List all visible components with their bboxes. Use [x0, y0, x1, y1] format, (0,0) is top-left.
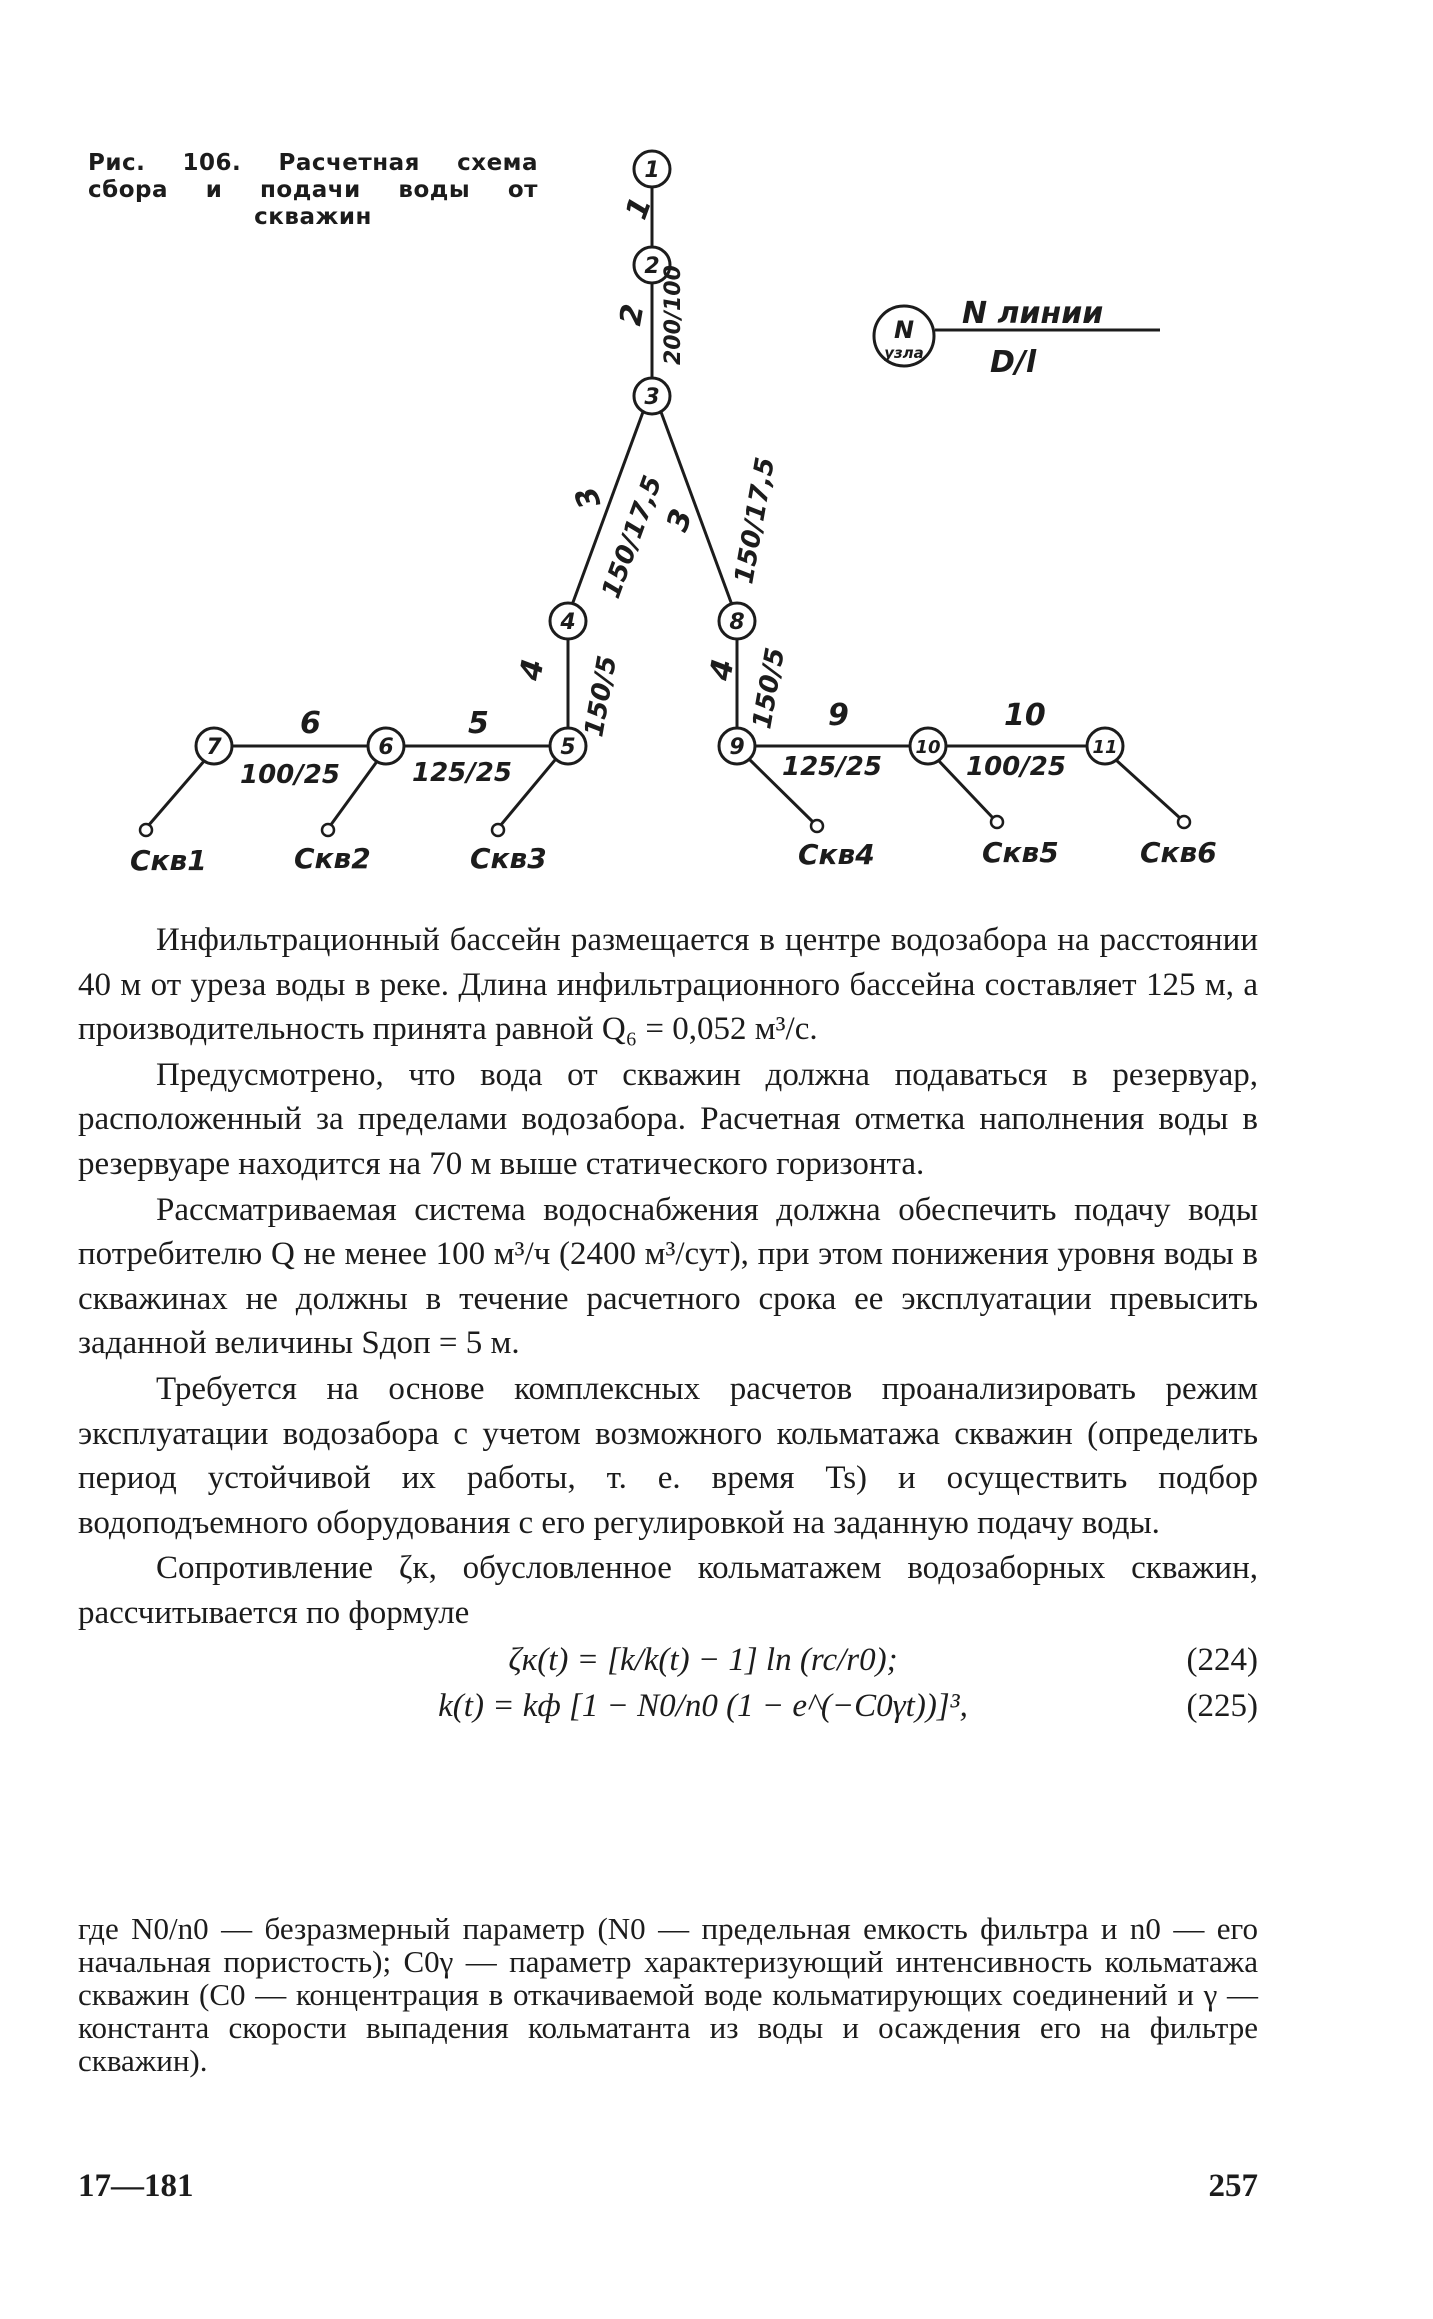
well-labels [130, 836, 1217, 877]
well-marker [1178, 816, 1190, 828]
line-number: 10 [1004, 698, 1046, 733]
well-marker [811, 820, 823, 832]
node-label: 10 [915, 737, 941, 758]
well-branch [1116, 760, 1180, 818]
line-number: 4 [703, 656, 742, 684]
well-label: Скв5 [982, 836, 1059, 869]
wells [140, 816, 1190, 836]
well-marker [322, 824, 334, 836]
node-label: 6 [378, 735, 394, 760]
equation-225 [78, 1683, 1258, 1729]
pipe-label: 200/100 [661, 265, 686, 365]
node-label: 4 [560, 610, 576, 635]
legend-dims-label: D/l [990, 345, 1037, 380]
paragraph: Инфильтрационный бассейн размещается в центре водозабора на расстоянии 40 м от уреза воды в реке. Длина инфильтрационного бассейна составляет 125 м, а производительность принята равной Q₆ = 0,052 м³/с. [78, 922, 1258, 1048]
caption-line: Рис. 106. Расчетная схема [88, 150, 538, 176]
caption-line: скважин [254, 204, 372, 230]
well-label: Скв1 [130, 844, 207, 877]
line-number: 3 [568, 481, 609, 514]
node-label: 5 [560, 735, 576, 760]
line-number: 1 [619, 192, 660, 225]
equation-expression: ζк(t) = [k/k(t) − 1] ln (rc/r0); [508, 1641, 898, 1678]
page-footer [78, 2168, 1258, 2205]
equation-expression: k(t) = kф [1 − N0/n0 (1 − e^(−C0γt))]³, [438, 1687, 968, 1724]
well-branch [148, 760, 205, 826]
pipe-label: 125/25 [782, 752, 882, 782]
well-label: Скв4 [798, 838, 875, 871]
node-label: 11 [1092, 737, 1118, 758]
well-marker [140, 824, 152, 836]
equation-number: (224) [1186, 1641, 1258, 1678]
node-label: 8 [729, 610, 745, 635]
legend-node-label: N [893, 316, 915, 344]
paragraph: Сопротивление ζк, обусловленное кольматажем водозаборных скважин, рассчитывается по формуле [78, 1550, 1258, 1631]
equation-224 [78, 1637, 1258, 1683]
nodes [196, 151, 1123, 764]
body-text [78, 918, 1258, 1729]
equation-number: (225) [1186, 1687, 1258, 1724]
legend-node-sub: узла [884, 344, 924, 362]
paragraph: Рассматриваемая система водоснабжения должна обеспечить подачу воды потребителю Q не менее 100 м³/ч (2400 м³/сут), при этом понижения уровня воды в скважинах не должны в течение расчетного срока ее эксплуатации превысить заданной величины Sдоп = 5 м. [78, 1191, 1258, 1362]
pipe-label: 150/5 [579, 653, 624, 740]
line-number: 4 [513, 656, 552, 684]
pipe-label: 150/17,5 [729, 455, 782, 587]
line-number: 6 [300, 706, 321, 741]
legend-line-label: N линии [962, 296, 1104, 331]
paragraph: Требуется на основе комплексных расчетов проанализировать режим эксплуатации водозабора с учетом возможного кольматажа скважин (определить период устойчивой их работы, т. е. время Ts) и осуществить подбор водоподъемного оборудования с его регулировкой на заданную подачу воды. [78, 1370, 1258, 1541]
node-label: 9 [729, 735, 745, 760]
pipe-label: 150/5 [747, 645, 792, 732]
page-number: 257 [1208, 2168, 1258, 2204]
node-label: 3 [644, 385, 660, 410]
pipe-label: 125/25 [412, 758, 512, 788]
line-number: 5 [468, 706, 489, 741]
line-number: 9 [828, 698, 849, 733]
well-marker [991, 816, 1003, 828]
printer-signature: 17—181 [78, 2168, 194, 2204]
well-label: Скв3 [470, 842, 547, 875]
pipe-label: 100/25 [966, 752, 1066, 782]
caption-line: сбора и подачи воды от [88, 177, 538, 203]
pipe-label: 100/25 [240, 760, 340, 790]
pipe-label: 150/17,5 [596, 471, 669, 603]
well-label: Скв2 [294, 842, 371, 875]
well-marker [492, 824, 504, 836]
network-diagram [0, 0, 1433, 900]
paragraph: Предусмотрено, что вода от скважин должна подаваться в резервуар, расположенный за пределами водозабора. Расчетная отметка наполнения воды в резервуаре находится на 70 м выше статического горизонта. [78, 1056, 1258, 1182]
line-number: 3 [660, 504, 701, 537]
node-label: 7 [206, 735, 222, 760]
well-label: Скв6 [1140, 836, 1217, 869]
line-number: 2 [613, 301, 652, 329]
node-label: 2 [644, 254, 660, 279]
node-label: 1 [644, 158, 660, 183]
where-paragraph: где N0/n0 — безразмерный параметр (N0 — предельная емкость фильтра и n0 — его начальная пористость); C0γ — параметр характеризующий интенсивность кольматажа скважин (C0 — концентрация в откачиваемой воде кольматирующих соединений и γ — константа скорости выпадения кольматанта из воды и осаждения его на фильтре скважин). [78, 1911, 1258, 2078]
